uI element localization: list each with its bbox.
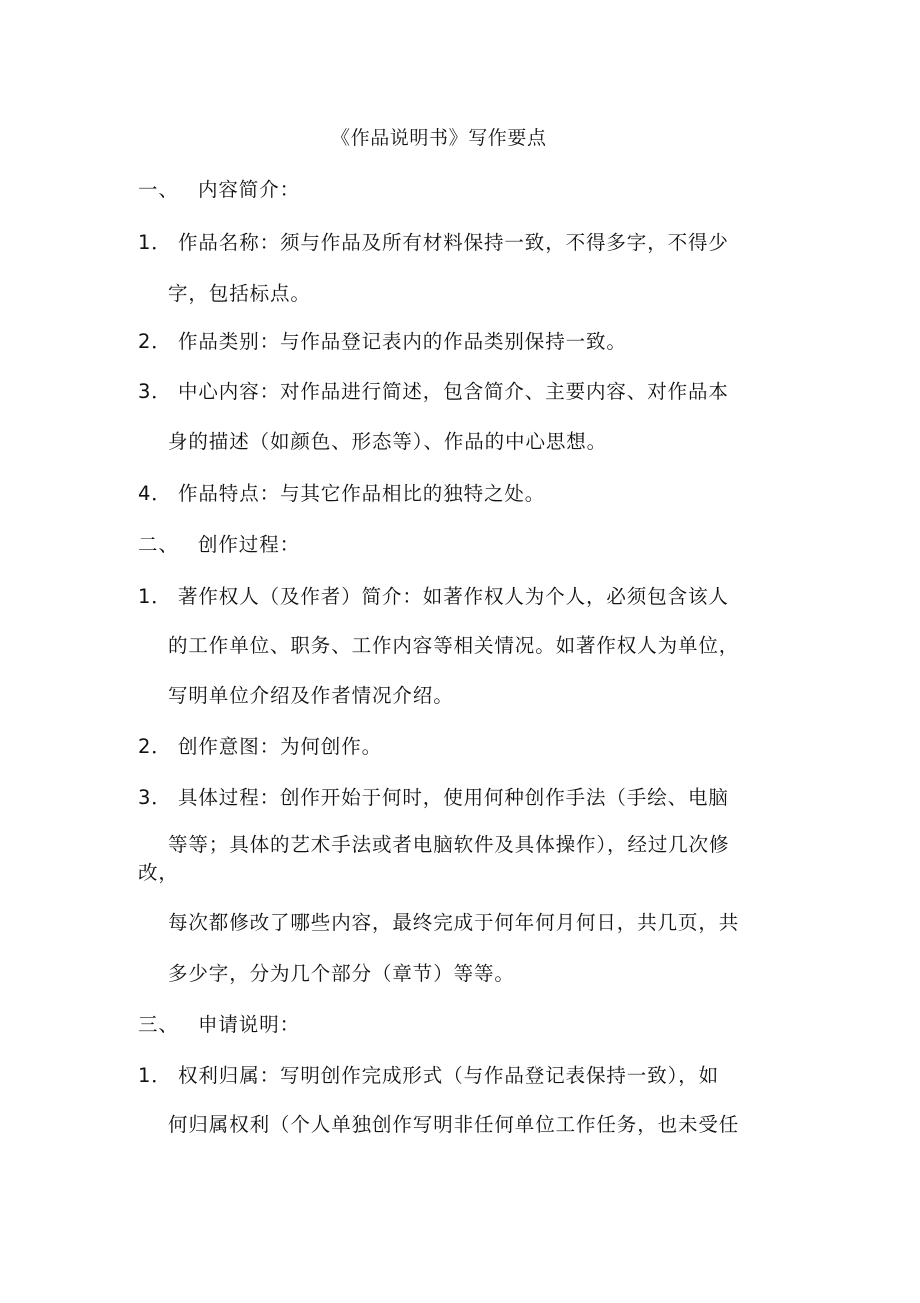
item-text-continuation: 字，包括标点。	[168, 282, 311, 305]
list-item	[138, 735, 382, 759]
section-number: 三、	[138, 1013, 179, 1036]
list-item	[138, 380, 729, 404]
list-item	[138, 231, 729, 255]
item-number: 3．	[138, 786, 172, 809]
item-number: 2．	[138, 735, 172, 758]
item-text: 作品特点：与其它作品相比的独特之处。	[178, 482, 546, 505]
section-heading	[138, 1013, 300, 1037]
list-item	[138, 585, 729, 609]
item-text: 著作权人（及作者）简介：如著作权人为个人，必须包含该人	[178, 585, 729, 608]
item-text-continuation: 何归属权利（个人单独创作写明非任何单位工作任务，也未受任	[168, 1113, 740, 1136]
list-item	[138, 1064, 719, 1088]
item-text: 具体过程：创作开始于何时，使用何种创作手法（手绘、电脑	[178, 786, 729, 809]
item-text: 作品类别：与作品登记表内的作品类别保持一致。	[178, 330, 627, 353]
item-number: 1．	[138, 1064, 172, 1087]
item-text-continuation: 身的描述（如颜色、形态等）、作品的中心思想。	[168, 430, 608, 453]
item-number: 4．	[138, 482, 172, 505]
item-text-continuation: 每次都修改了哪些内容，最终完成于何年何月何日，共几页，共	[168, 911, 740, 934]
section-heading	[138, 178, 300, 202]
section-heading	[138, 533, 300, 557]
item-text-continuation: 改，	[138, 861, 179, 884]
section-title: 申请说明：	[198, 1013, 301, 1036]
item-text: 中心内容：对作品进行简述，包含简介、主要内容、对作品本	[178, 380, 729, 403]
item-text: 作品名称：须与作品及所有材料保持一致，不得多字，不得少	[178, 231, 729, 254]
section-number: 一、	[138, 178, 179, 201]
section-title: 创作过程：	[198, 533, 301, 556]
item-text: 权利归属：写明创作完成形式（与作品登记表保持一致），如	[178, 1064, 720, 1087]
item-text: 创作意图：为何创作。	[178, 735, 383, 758]
section-number: 二、	[138, 533, 179, 556]
list-item	[138, 482, 545, 506]
item-number: 3．	[138, 380, 172, 403]
list-item	[138, 330, 627, 354]
document-title: 《作品说明书》写作要点	[331, 127, 547, 149]
item-text-continuation: 等等；具体的艺术手法或者电脑软件及具体操作），经过几次修	[168, 833, 730, 856]
item-number: 1．	[138, 585, 172, 608]
item-text-continuation: 写明单位介绍及作者情况介绍。	[168, 684, 454, 707]
list-item	[138, 786, 729, 810]
item-text-continuation: 的工作单位、职务、工作内容等相关情况。如著作权人为单位，	[168, 634, 740, 657]
item-number: 2．	[138, 330, 172, 353]
item-text-continuation: 多少字，分为几个部分（章节）等等。	[168, 962, 515, 985]
item-number: 1．	[138, 231, 172, 254]
section-title: 内容简介：	[198, 178, 301, 201]
